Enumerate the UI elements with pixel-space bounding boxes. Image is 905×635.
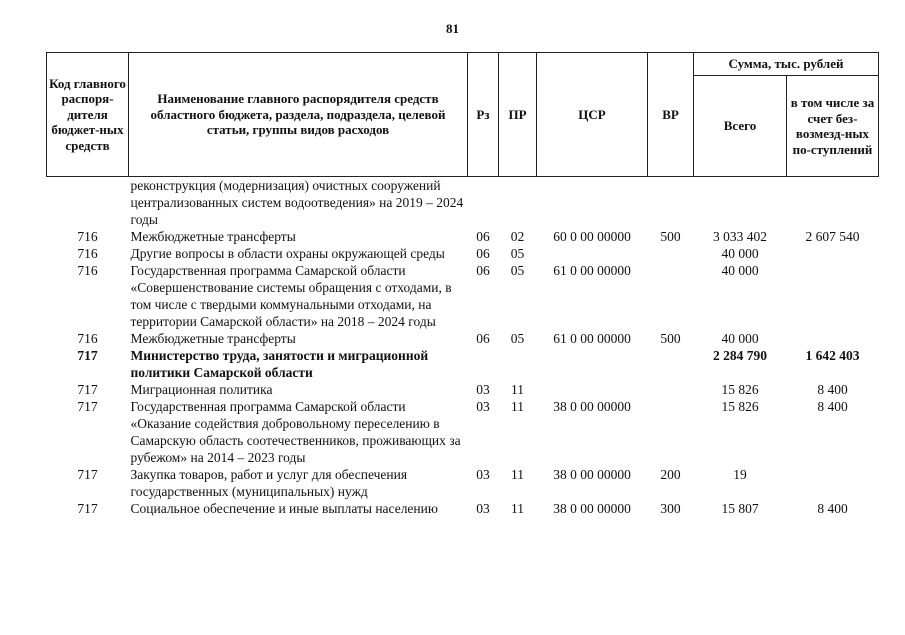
row-vr: 200 bbox=[660, 467, 681, 482]
row-rz: 06 bbox=[476, 331, 490, 346]
row-code: 716 bbox=[77, 331, 98, 346]
row-total: 15 826 bbox=[721, 399, 759, 414]
table-row bbox=[47, 347, 879, 381]
row-name: Государственная программа Самарской области «Совершенствование системы обращения с отходами, в том числе с твердыми коммунальными отходами, на территории Самарской области» на 2018 – 2024 годы bbox=[130, 263, 452, 329]
row-csr: 38 0 00 00000 bbox=[553, 399, 631, 414]
row-pr: 11 bbox=[511, 399, 524, 414]
row-total: 40 000 bbox=[721, 331, 759, 346]
row-csr bbox=[537, 245, 648, 262]
row-code: 717 bbox=[77, 382, 98, 397]
row-gratuitous bbox=[787, 177, 879, 229]
header-pr: ПР bbox=[499, 53, 537, 177]
row-vr bbox=[648, 245, 694, 262]
table-row bbox=[47, 466, 879, 500]
row-vr bbox=[648, 262, 694, 330]
row-total: 3 033 402 bbox=[713, 229, 767, 244]
header-rz: Рз bbox=[468, 53, 499, 177]
row-name: Миграционная политика bbox=[130, 382, 273, 397]
row-gratuitous bbox=[787, 466, 879, 500]
row-name: Государственная программа Самарской области «Оказание содействия добровольному переселению в Самарскую область соотечественников, проживающих за рубежом» на 2014 – 2023 годы bbox=[130, 399, 461, 465]
row-total: 15 807 bbox=[721, 501, 759, 516]
row-code bbox=[47, 177, 129, 229]
row-rz bbox=[468, 347, 499, 381]
table-row bbox=[47, 245, 879, 262]
header-name: Наименование главного распорядителя средств областного бюджета, раздела, подраздела, целевой статьи, группы видов расходов bbox=[129, 53, 468, 177]
row-pr: 11 bbox=[511, 467, 524, 482]
row-rz: 03 bbox=[476, 501, 490, 516]
row-pr: 11 bbox=[511, 501, 524, 516]
row-name: Закупка товаров, работ и услуг для обеспечения государственных (муниципальных) нужд bbox=[130, 467, 408, 499]
row-rz: 03 bbox=[476, 382, 490, 397]
row-total: 40 000 bbox=[721, 263, 759, 278]
row-name: Межбюджетные трансферты bbox=[130, 331, 296, 346]
row-vr: 300 bbox=[660, 501, 681, 516]
row-name: реконструкция (модернизация) очистных сооружений централизованных систем водоотведения» на 2019 – 2024 годы bbox=[130, 178, 464, 227]
row-rz bbox=[468, 177, 499, 229]
header-gratuitous: в том числе за счет без-возмезд-ных по-ступлений bbox=[787, 76, 879, 177]
header-vr: ВР bbox=[648, 53, 694, 177]
table-body bbox=[47, 177, 879, 518]
row-vr bbox=[648, 347, 694, 381]
row-code: 716 bbox=[77, 229, 98, 244]
table-row bbox=[47, 398, 879, 466]
row-name: Другие вопросы в области охраны окружающей среды bbox=[130, 246, 445, 261]
row-csr bbox=[537, 381, 648, 398]
budget-table bbox=[46, 52, 879, 517]
row-pr: 05 bbox=[510, 246, 525, 261]
row-gratuitous: 1 642 403 bbox=[805, 348, 860, 363]
row-code: 717 bbox=[77, 399, 98, 414]
row-code: 717 bbox=[77, 348, 98, 363]
table-row bbox=[47, 330, 879, 347]
table-row bbox=[47, 500, 879, 517]
row-pr: 05 bbox=[510, 263, 525, 278]
row-name: Межбюджетные трансферты bbox=[130, 229, 296, 244]
row-csr: 38 0 00 00000 bbox=[553, 501, 631, 516]
table-row bbox=[47, 262, 879, 330]
header-sum: Сумма, тыс. рублей bbox=[694, 53, 879, 76]
row-code: 716 bbox=[77, 246, 98, 261]
header-code: Код главного распоря-дителя бюджет-ных средств bbox=[47, 53, 129, 177]
row-csr: 61 0 00 00000 bbox=[553, 263, 631, 278]
row-total: 15 826 bbox=[721, 382, 759, 397]
row-csr: 61 0 00 00000 bbox=[553, 331, 631, 346]
row-vr: 500 bbox=[660, 331, 681, 346]
row-gratuitous: 8 400 bbox=[817, 501, 848, 516]
row-csr bbox=[537, 347, 648, 381]
row-pr: 11 bbox=[511, 382, 524, 397]
row-gratuitous: 8 400 bbox=[817, 382, 848, 397]
row-total: 2 284 790 bbox=[713, 348, 767, 363]
row-rz: 03 bbox=[476, 467, 490, 482]
row-gratuitous bbox=[787, 262, 879, 330]
row-gratuitous: 8 400 bbox=[817, 399, 848, 414]
row-rz: 06 bbox=[476, 263, 490, 278]
row-total: 40 000 bbox=[721, 246, 759, 261]
page-number: 81 bbox=[446, 21, 459, 36]
row-code: 716 bbox=[77, 263, 98, 278]
row-rz: 03 bbox=[476, 399, 490, 414]
row-gratuitous bbox=[787, 245, 879, 262]
row-rz: 06 bbox=[476, 229, 490, 244]
row-vr bbox=[648, 381, 694, 398]
row-vr: 500 bbox=[660, 229, 681, 244]
row-rz: 06 bbox=[476, 246, 490, 261]
row-total: 19 bbox=[733, 467, 747, 482]
row-pr: 02 bbox=[510, 229, 525, 244]
table-row bbox=[47, 228, 879, 245]
row-vr bbox=[648, 398, 694, 466]
row-pr bbox=[499, 347, 537, 381]
row-name: Социальное обеспечение и иные выплаты населению bbox=[130, 501, 438, 516]
row-csr: 60 0 00 00000 bbox=[553, 229, 631, 244]
row-pr: 05 bbox=[510, 331, 525, 346]
row-code: 717 bbox=[77, 501, 98, 516]
row-total bbox=[694, 177, 787, 229]
row-name: Министерство труда, занятости и миграционной политики Самарской области bbox=[130, 348, 429, 380]
row-vr bbox=[648, 177, 694, 229]
row-gratuitous bbox=[787, 330, 879, 347]
row-code: 717 bbox=[77, 467, 98, 482]
header-total: Всего bbox=[694, 76, 787, 177]
row-gratuitous: 2 607 540 bbox=[805, 229, 860, 244]
row-csr: 38 0 00 00000 bbox=[553, 467, 631, 482]
table-row bbox=[47, 177, 879, 229]
row-csr bbox=[537, 177, 648, 229]
table-row bbox=[47, 381, 879, 398]
header-csr: ЦСР bbox=[537, 53, 648, 177]
row-pr bbox=[499, 177, 537, 229]
